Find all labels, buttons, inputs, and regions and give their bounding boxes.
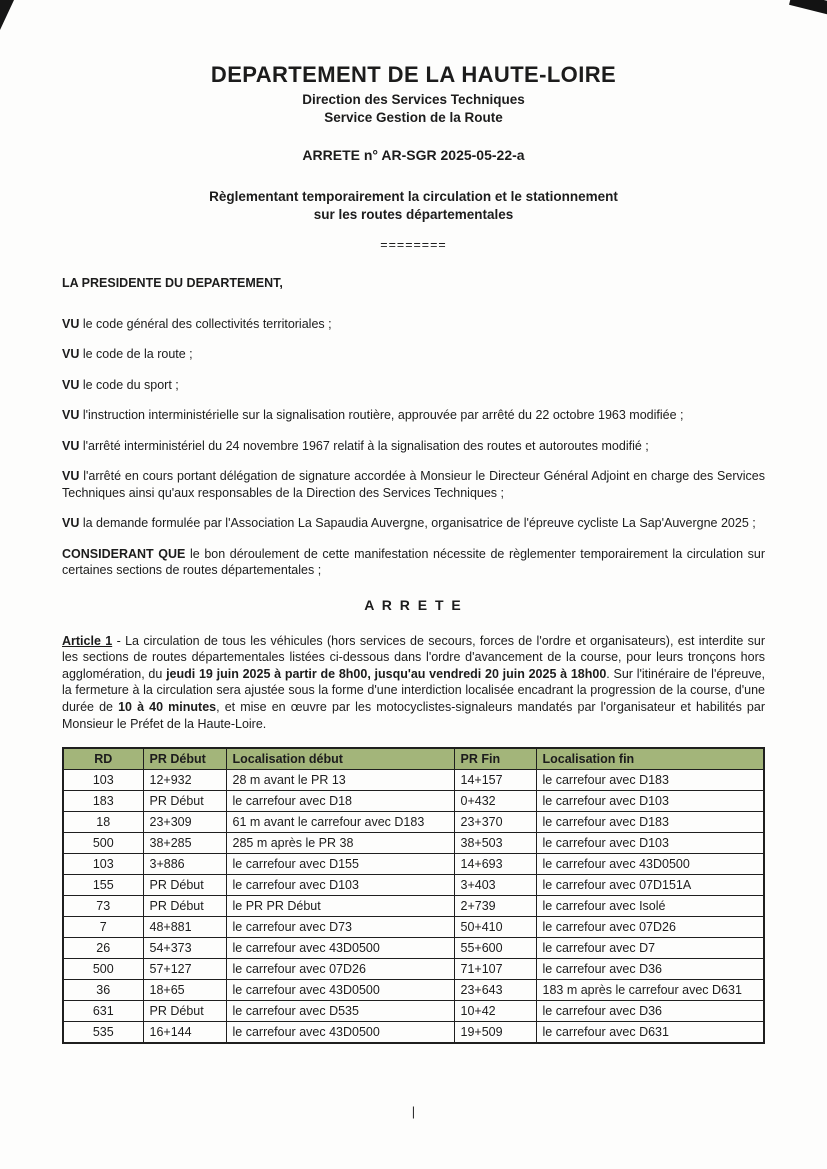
cell-pr-fin: 10+42 [454, 1001, 536, 1022]
article-1-text-3: , et mise en œuvre par les motocyclistes-signaleurs mandatés par l'organisateur et habilités par Monsieur le Préfet de la Haute-Loire. [62, 700, 765, 731]
table-row [63, 980, 764, 1001]
article-1-label: Article 1 [62, 633, 113, 648]
vu-paragraph [62, 316, 765, 333]
table-row [63, 791, 764, 812]
cell-loc-fin: le carrefour avec D103 [536, 791, 764, 812]
vu-label: VU [62, 347, 80, 362]
cell-pr-fin: 50+410 [454, 917, 536, 938]
cell-loc-fin: 183 m après le carrefour avec D631 [536, 980, 764, 1001]
cell-loc-fin: le carrefour avec D103 [536, 833, 764, 854]
cell-loc-debut: le carrefour avec 43D0500 [226, 1022, 454, 1044]
cell-loc-fin: le carrefour avec D36 [536, 959, 764, 980]
cell-pr-fin: 19+509 [454, 1022, 536, 1044]
cell-loc-debut: le carrefour avec D73 [226, 917, 454, 938]
article-1-paragraph [62, 633, 765, 733]
cell-pr-debut: PR Début [143, 791, 226, 812]
header-direction: Direction des Services Techniques [302, 92, 525, 107]
article-1-duration: 10 à 40 minutes [118, 700, 217, 715]
cell-rd: 535 [63, 1022, 143, 1044]
cell-pr-fin: 3+403 [454, 875, 536, 896]
page-bottom-mark: | [411, 1104, 416, 1119]
column-header-loc-fin: Localisation fin [536, 748, 764, 770]
table-row [63, 1001, 764, 1022]
column-header-loc-debut: Localisation début [226, 748, 454, 770]
opening-line: LA PRESIDENTE DU DEPARTEMENT, [62, 275, 283, 290]
vu-label: VU [62, 516, 80, 531]
table-header-row [63, 748, 764, 770]
cell-pr-debut: 23+309 [143, 812, 226, 833]
cell-rd: 103 [63, 770, 143, 791]
document-body [62, 276, 765, 1045]
vu-paragraph [62, 515, 765, 532]
cell-loc-fin: le carrefour avec D7 [536, 938, 764, 959]
vu-text: le code de la route ; [82, 347, 193, 362]
cell-pr-fin: 2+739 [454, 896, 536, 917]
separator: ======== [380, 237, 447, 252]
cell-pr-fin: 14+693 [454, 854, 536, 875]
vu-text: la demande formulée par l'Association La Sapaudia Auvergne, organisatrice de l'épreuve cycliste La Sap'Auvergne 2025 ; [82, 516, 756, 531]
column-header-rd: RD [63, 748, 143, 770]
table-body [63, 770, 764, 1044]
column-header-pr-fin: PR Fin [454, 748, 536, 770]
cell-loc-debut: le carrefour avec D155 [226, 854, 454, 875]
cell-rd: 155 [63, 875, 143, 896]
table-row [63, 938, 764, 959]
cell-rd: 103 [63, 854, 143, 875]
vu-label: VU [62, 377, 80, 392]
cell-loc-fin: le carrefour avec D36 [536, 1001, 764, 1022]
cell-loc-fin: le carrefour avec 43D0500 [536, 854, 764, 875]
cell-loc-debut: le PR PR Début [226, 896, 454, 917]
subject-line-2: sur les routes départementales [313, 207, 514, 223]
cell-loc-fin: le carrefour avec D631 [536, 1022, 764, 1044]
cell-loc-debut: 28 m avant le PR 13 [226, 770, 454, 791]
cell-loc-fin: le carrefour avec 07D26 [536, 917, 764, 938]
table-row [63, 854, 764, 875]
cell-pr-debut: 48+881 [143, 917, 226, 938]
table-row [63, 812, 764, 833]
page-title: DEPARTEMENT DE LA HAUTE-LOIRE [210, 62, 617, 87]
cell-pr-debut: PR Début [143, 896, 226, 917]
cell-pr-debut: 38+285 [143, 833, 226, 854]
article-1-dates: jeudi 19 juin 2025 à partir de 8h00, jusqu'au vendredi 20 juin 2025 à 18h00 [166, 666, 607, 681]
cell-pr-fin: 55+600 [454, 938, 536, 959]
document-header [62, 62, 765, 252]
cell-pr-fin: 71+107 [454, 959, 536, 980]
table-row [63, 1022, 764, 1044]
vu-paragraph [62, 438, 765, 455]
table-row [63, 917, 764, 938]
table-row [63, 896, 764, 917]
vu-paragraph [62, 377, 765, 394]
vu-label: VU [62, 438, 80, 453]
cell-loc-fin: le carrefour avec Isolé [536, 896, 764, 917]
cell-pr-fin: 0+432 [454, 791, 536, 812]
article-1-text-2: . Sur l'itinéraire de l'épreuve, la fermeture à la circulation sera ajustée sous la forme d'une interdiction localisée encadrant la progression de la course, d'une durée de [62, 666, 765, 715]
cell-rd: 500 [63, 959, 143, 980]
table-row [63, 875, 764, 896]
cell-loc-debut: le carrefour avec 43D0500 [226, 980, 454, 1001]
cell-rd: 500 [63, 833, 143, 854]
cell-pr-fin: 38+503 [454, 833, 536, 854]
cell-loc-debut: 285 m après le PR 38 [226, 833, 454, 854]
cell-loc-debut: le carrefour avec 07D26 [226, 959, 454, 980]
cell-pr-debut: 54+373 [143, 938, 226, 959]
cell-pr-debut: 18+65 [143, 980, 226, 1001]
vu-label: VU [62, 469, 80, 484]
vu-paragraph [62, 407, 765, 424]
cell-loc-fin: le carrefour avec 07D151A [536, 875, 764, 896]
cell-pr-debut: PR Début [143, 875, 226, 896]
vu-label: VU [62, 408, 80, 423]
scan-artifact-top-right-icon [789, 0, 827, 15]
table-row [63, 959, 764, 980]
table-row [63, 770, 764, 791]
cell-rd: 631 [63, 1001, 143, 1022]
table-row [63, 833, 764, 854]
cell-pr-debut: 16+144 [143, 1022, 226, 1044]
cell-rd: 183 [63, 791, 143, 812]
cell-pr-debut: 57+127 [143, 959, 226, 980]
considerant-label: CONSIDERANT QUE [62, 546, 186, 561]
cell-rd: 26 [63, 938, 143, 959]
cell-pr-fin: 23+370 [454, 812, 536, 833]
cell-rd: 36 [63, 980, 143, 1001]
subject-line-1: Règlementant temporairement la circulation et le stationnement [209, 189, 618, 205]
column-header-pr-debut: PR Début [143, 748, 226, 770]
cell-pr-debut: 3+886 [143, 854, 226, 875]
vu-label: VU [62, 316, 80, 331]
header-service: Service Gestion de la Route [324, 109, 503, 125]
vu-paragraph [62, 468, 765, 501]
vu-paragraph [62, 346, 765, 363]
vu-text: l'arrêté en cours portant délégation de signature accordée à Monsieur le Directeur Général Adjoint en charge des Services Techniques ainsi qu'aux responsables de la Direction des Services Techniques ; [62, 469, 765, 500]
cell-rd: 73 [63, 896, 143, 917]
vu-text: le code du sport ; [82, 377, 179, 392]
cell-pr-fin: 23+643 [454, 980, 536, 1001]
cell-loc-fin: le carrefour avec D183 [536, 770, 764, 791]
scan-artifact-top-left-icon [0, 0, 14, 30]
cell-loc-debut: le carrefour avec 43D0500 [226, 938, 454, 959]
article-1-text-1: - La circulation de tous les véhicules (hors services de secours, forces de l'ordre et organisateurs), est interdite sur les sections de routes départementales listées ci-dessous dans l'ordre d'avancement de la course, pour leurs tronçons hors agglomération, du [62, 633, 765, 681]
cell-loc-debut: le carrefour avec D103 [226, 875, 454, 896]
cell-pr-debut: PR Début [143, 1001, 226, 1022]
vu-text: le code général des collectivités territoriales ; [82, 316, 332, 331]
cell-loc-fin: le carrefour avec D183 [536, 812, 764, 833]
cell-loc-debut: le carrefour avec D18 [226, 791, 454, 812]
road-closures-table [62, 747, 765, 1044]
cell-rd: 18 [63, 812, 143, 833]
cell-rd: 7 [63, 917, 143, 938]
cell-pr-debut: 12+932 [143, 770, 226, 791]
considerant-text: le bon déroulement de cette manifestation nécessite de règlementer temporairement la circulation sur certaines sections de routes départementales ; [62, 546, 765, 578]
vu-text: l'instruction interministérielle sur la signalisation routière, approuvée par arrêté du 22 octobre 1963 modifiée ; [82, 408, 684, 423]
cell-pr-fin: 14+157 [454, 770, 536, 791]
arrete-heading: A R R E T E [364, 596, 463, 613]
arrete-number: ARRETE n° AR-SGR 2025-05-22-a [302, 147, 525, 164]
cell-loc-debut: 61 m avant le carrefour avec D183 [226, 812, 454, 833]
cell-loc-debut: le carrefour avec D535 [226, 1001, 454, 1022]
vu-text: l'arrêté interministériel du 24 novembre 1967 relatif à la signalisation des routes et autoroutes modifié ; [82, 438, 649, 453]
considerant-paragraph [62, 546, 765, 579]
